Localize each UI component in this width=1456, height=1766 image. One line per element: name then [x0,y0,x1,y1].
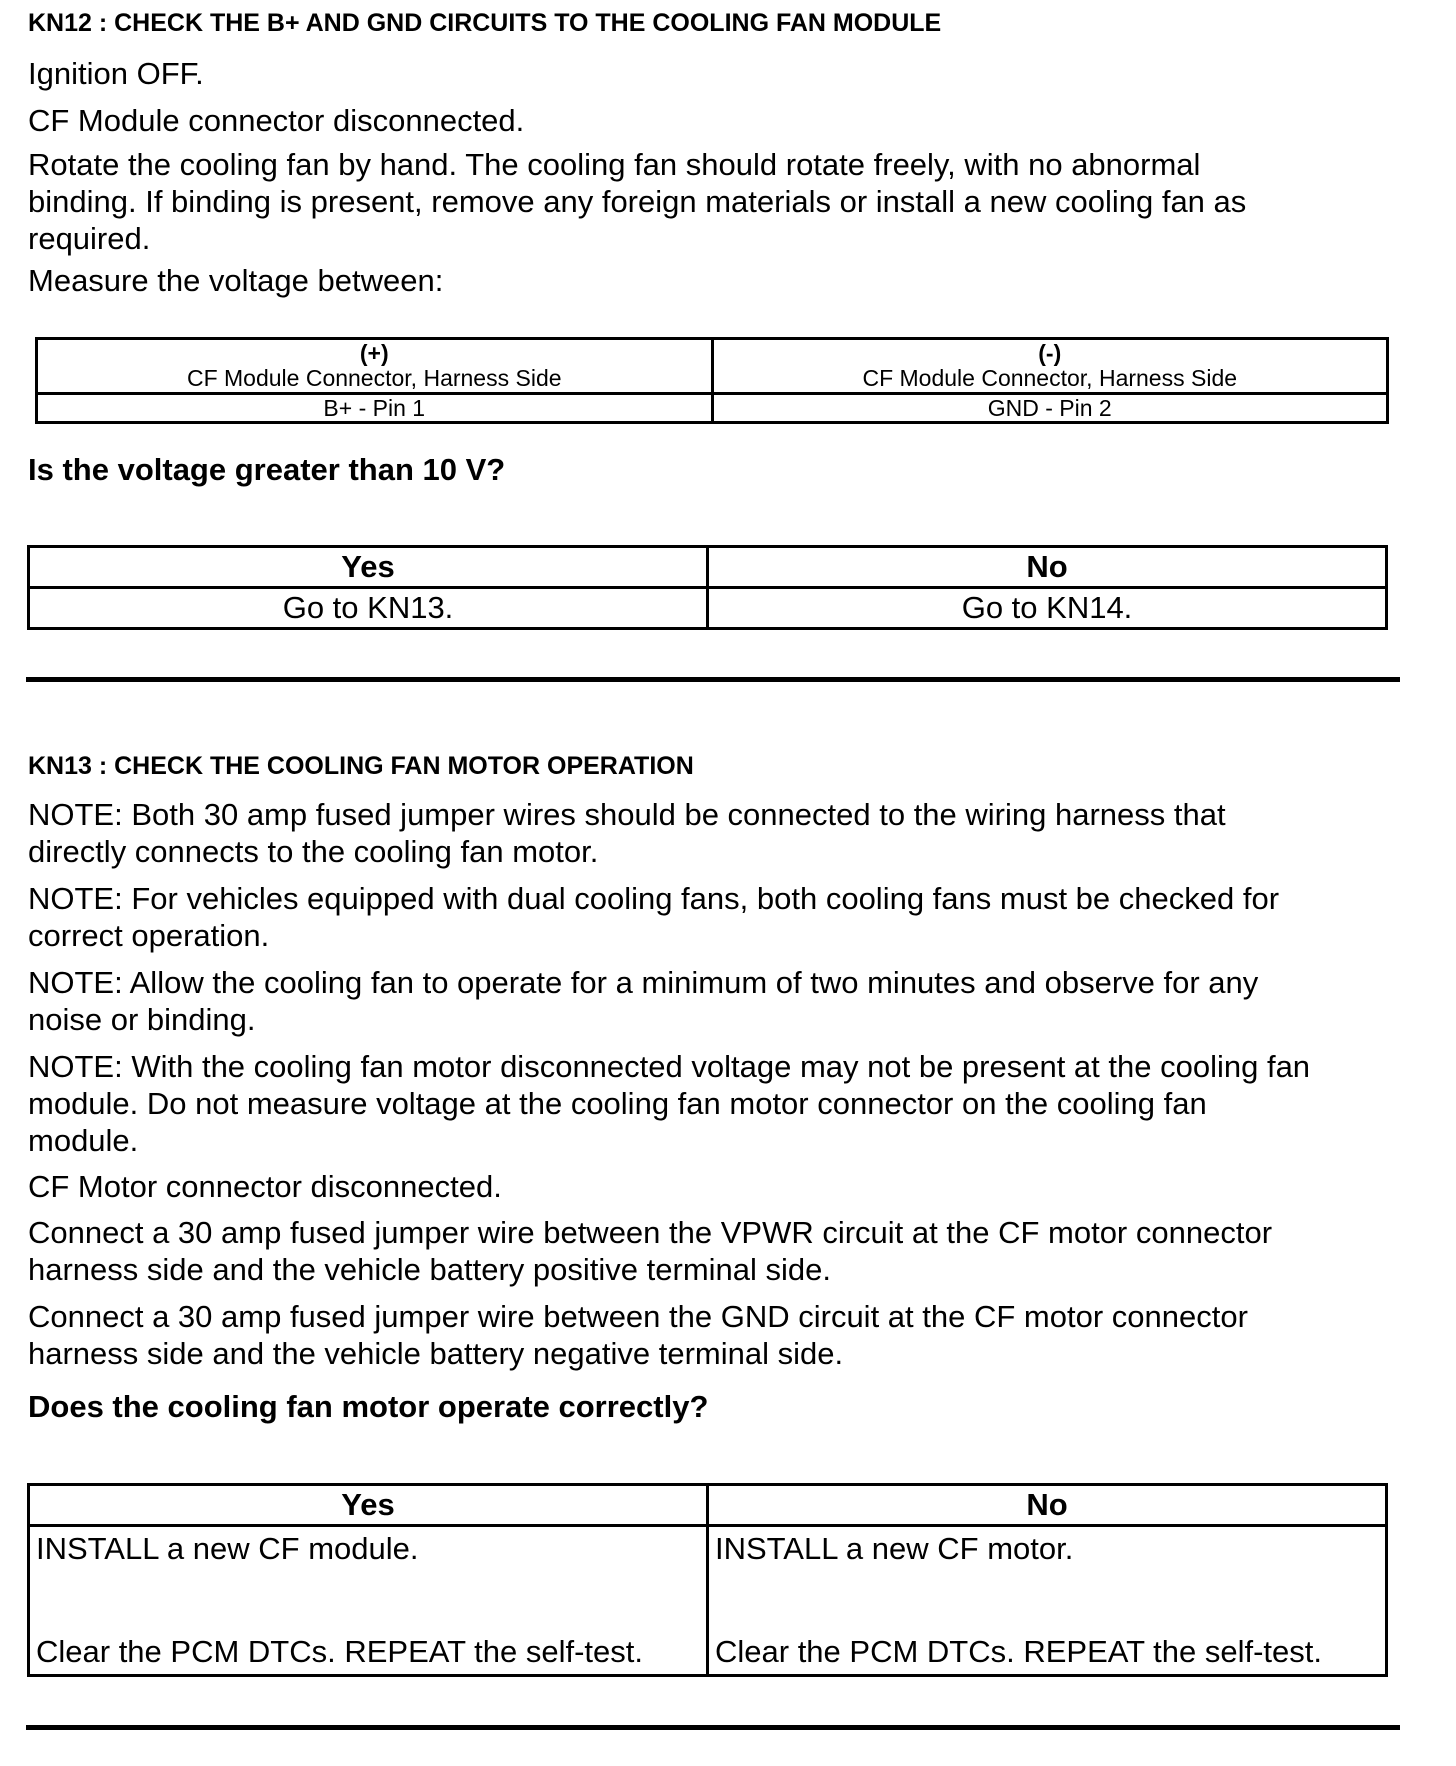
text-line: NOTE: Both 30 amp fused jumper wires should be connected to the wiring harness that [28,797,1226,832]
no-actions [708,1526,1387,1676]
kn12-answer-table [27,545,1388,630]
text-line: module. Do not measure voltage at the cooling fan motor connector on the cooling fan [28,1086,1207,1121]
positive-probe-header [37,339,713,394]
kn12-heading: KN12 : CHECK THE B+ AND GND CIRCUITS TO THE COOLING FAN MODULE [28,9,942,37]
kn13-answer-table [27,1483,1388,1677]
kn13-step-motor-connector: CF Motor connector disconnected. [28,1169,502,1204]
yes-action: Go to KN13. [29,588,708,629]
negative-probe-header [712,339,1388,394]
yes-action-install: INSTALL a new CF module. [36,1531,419,1566]
kn12-question: Is the voltage greater than 10 V? [28,452,506,487]
yes-header: Yes [29,547,708,588]
section-divider [26,677,1400,682]
text-line: binding. If binding is present, remove any foreign materials or install a new cooling fan as [28,184,1247,219]
text-line: noise or binding. [28,1002,256,1037]
text-line: Rotate the cooling fan by hand. The cooling fan should rotate freely, with no abnormal [28,147,1201,182]
negative-connector-title: CF Module Connector, Harness Side [862,365,1238,391]
text-line: directly connects to the cooling fan motor. [28,834,599,869]
positive-pin-value: B+ - Pin 1 [37,394,713,423]
text-line: module. [28,1123,139,1158]
text-line: required. [28,221,151,256]
kn12-step-connector: CF Module connector disconnected. [28,103,525,138]
yes-actions [29,1526,708,1676]
text-line: NOTE: Allow the cooling fan to operate for a minimum of two minutes and observe for any [28,965,1259,1000]
kn13-question: Does the cooling fan motor operate correctly? [28,1389,709,1424]
no-action-install: INSTALL a new CF motor. [715,1531,1074,1566]
yes-action-clear: Clear the PCM DTCs. REPEAT the self-test. [36,1634,643,1669]
text-line: harness side and the vehicle battery positive terminal side. [28,1252,831,1287]
text-line: Connect a 30 amp fused jumper wire between the VPWR circuit at the CF motor connector [28,1215,1273,1250]
text-line: correct operation. [28,918,270,953]
no-header: No [708,1485,1387,1526]
negative-pin-value: GND - Pin 2 [712,394,1388,423]
negative-sign: (-) [1038,340,1062,366]
kn13-note-dual-fans [28,880,1428,954]
kn13-note-jumpers [28,796,1428,870]
yes-header: Yes [29,1485,708,1526]
text-line: NOTE: For vehicles equipped with dual cooling fans, both cooling fans must be checked for [28,881,1280,916]
no-action-clear: Clear the PCM DTCs. REPEAT the self-test. [715,1634,1322,1669]
section-divider [26,1725,1400,1730]
no-action: Go to KN14. [708,588,1387,629]
kn12-step-rotate [28,146,1428,257]
kn13-step-gnd-jumper [28,1298,1428,1372]
measure-voltage-table [35,337,1389,424]
positive-connector-title: CF Module Connector, Harness Side [186,365,562,391]
no-header: No [708,547,1387,588]
kn13-heading: KN13 : CHECK THE COOLING FAN MOTOR OPERATION [28,752,694,780]
kn13-note-voltage [28,1048,1428,1159]
kn12-step-measure: Measure the voltage between: [28,263,444,298]
text-line: harness side and the vehicle battery negative terminal side. [28,1336,844,1371]
positive-sign: (+) [359,340,389,366]
kn13-step-vpwr-jumper [28,1214,1428,1288]
text-line: NOTE: With the cooling fan motor disconnected voltage may not be present at the cooling fan [28,1049,1311,1084]
kn13-note-two-minutes [28,964,1428,1038]
kn12-step-ignition: Ignition OFF. [28,56,204,91]
text-line: Connect a 30 amp fused jumper wire between the GND circuit at the CF motor connector [28,1299,1248,1334]
